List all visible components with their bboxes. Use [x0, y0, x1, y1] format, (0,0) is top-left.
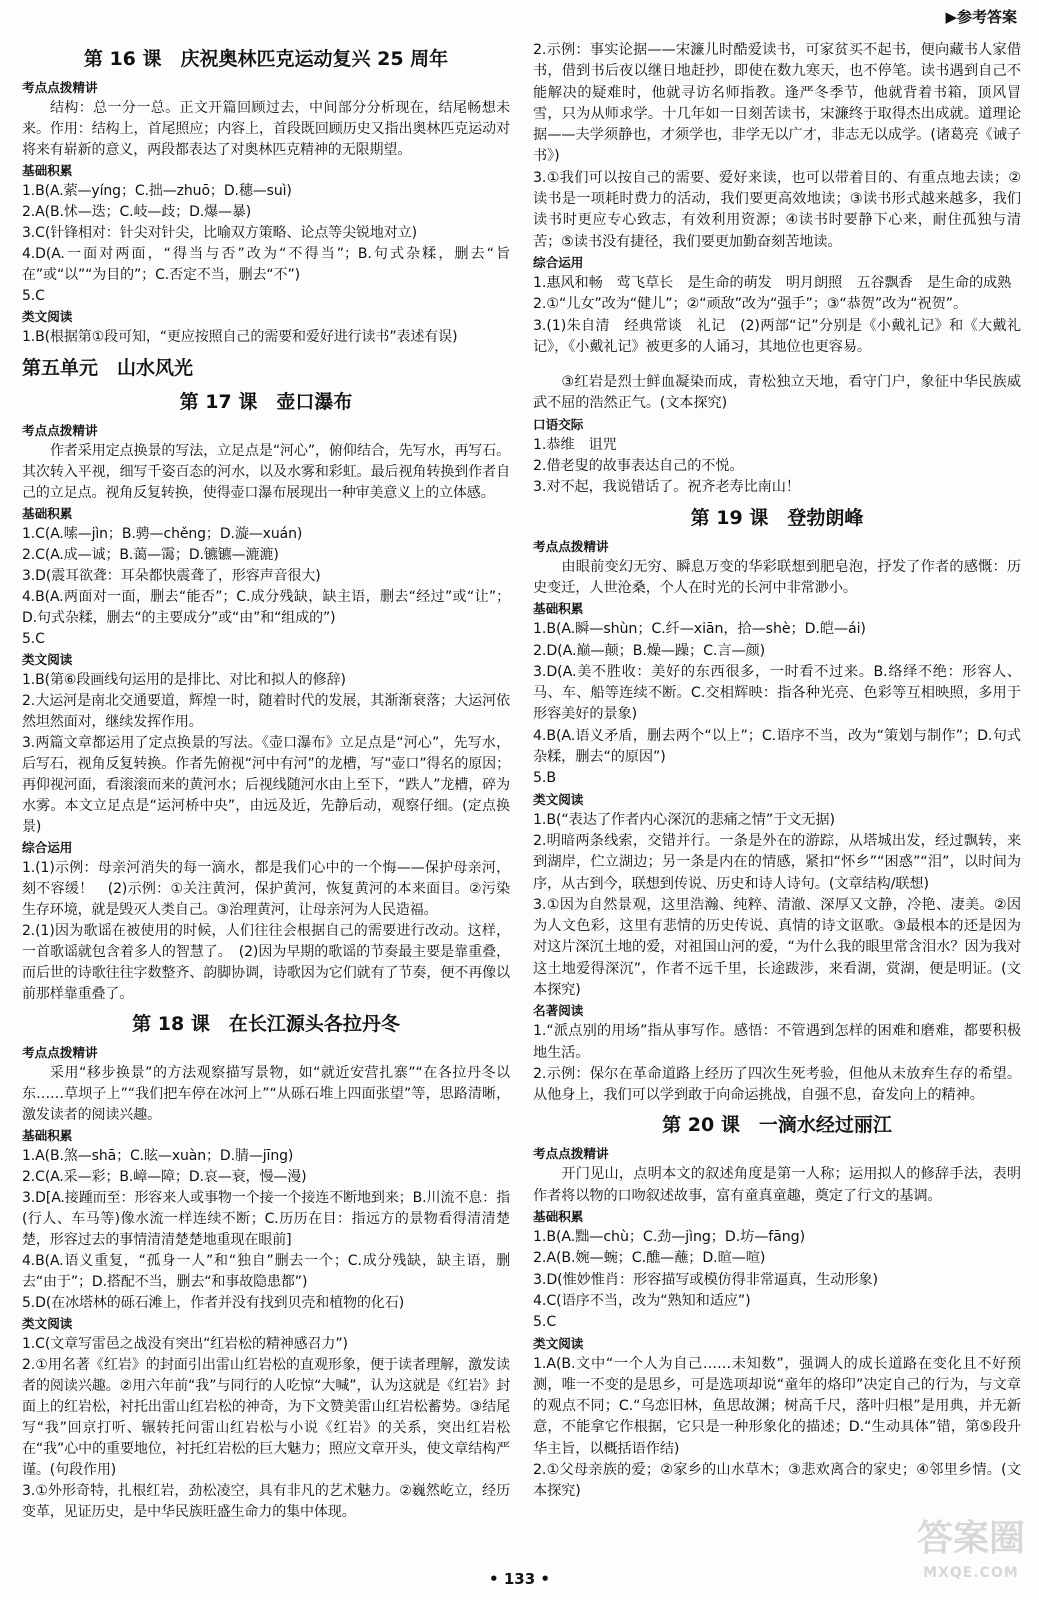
column-gap: [533, 358, 1021, 372]
answer-paragraph: 1.“派点别的用场”指从事写作。感悟：不管遇到怎样的困难和磨难，都要积极地生活。: [533, 1023, 1021, 1061]
answer-paragraph: 1.A(B.煞—shā；C.眩—xuàn；D.腈—jīng): [22, 1148, 294, 1164]
lesson-title: 第 19 课 登勃朗峰: [690, 506, 864, 529]
answer-paragraph: 1.A(B.文中“一个人为自己……未知数”，强调人的成长道路在变化且不好预测，唯一不变的是思乡，可是选项却说“童年的烙印”决定自己的行为，与文章的观点不同；C.“乌恋旧林，鱼思故渊；树高千尺，落叶归根”是用典，并无新意，不能拿它作根据，它只是一种形象化的描述；D.“生动具体”错，第⑤段升华主旨，以概括语作结): [533, 1355, 1021, 1457]
play-arrow-icon: ▶: [945, 8, 957, 26]
section-heading: 基础积累: [22, 506, 73, 521]
answer-paragraph: 3.D(A.美不胜收：美好的东西很多，一时看不过来。B.络绎不绝：形容人、马、车、船等连续不断。C.交相辉映：指各种光亮、色彩等互相映照，多用于形容美好的景象): [533, 663, 1021, 723]
section-heading: 名著阅读: [533, 1003, 584, 1019]
header-reference-answers: [945, 6, 1017, 27]
answer-paragraph: 5.C: [22, 288, 45, 304]
answer-paragraph-indented: ③红岩是烈士鲜血凝染而成，青松独立天地，看守门户，象征中华民族威武不屈的浩然正气。(文本探究): [533, 374, 1021, 412]
answer-paragraph: 5.D(在冰塔林的砾石滩上，作者并没有找到贝壳和植物的化石): [22, 1295, 405, 1311]
header-label: 参考答案: [956, 8, 1017, 26]
answer-paragraph: 2.借老叟的故事表达自己的不悦。: [533, 458, 744, 475]
section-heading: 考点点拨精讲: [533, 1146, 609, 1162]
section-heading: 口语交际: [533, 416, 584, 432]
lesson-title: 第 16 课 庆祝奥林匹克运动复兴 25 周年: [83, 48, 449, 70]
section-heading: 考点点拨精讲: [533, 538, 609, 554]
answer-paragraph: 3.D(惟妙惟肖：形容描写或模仿得非常逼真，生动形象): [533, 1271, 878, 1288]
answer-paragraph: 1.B(A.黜—chù；C.劲—jìng；D.坊—fāng): [533, 1229, 806, 1246]
answer-paragraph: 2.A(B.怵—迭；C.岐—歧；D.爆—暴): [22, 204, 252, 220]
answer-paragraph: 2.大运河是南北交通要道，辉煌一时，随着时代的发展，其渐渐衰落；大运河依然坦然面对，继续发挥作用。: [22, 693, 510, 730]
answer-paragraph: 1.B(A.瞬—shùn；C.纤—xiān，拾—shè；D.皑—ái): [533, 621, 866, 638]
answer-paragraph: 2.A(B.婉—蜿；C.醮—蘸；D.暄—喧): [533, 1250, 766, 1267]
section-heading: 类文阅读: [533, 791, 584, 807]
lesson-title: 第 17 课 壶口瀑布: [179, 391, 353, 413]
answer-paragraph: 3.对不起，我说错话了。祝齐老寿比南山！: [533, 479, 800, 496]
answer-paragraph: 3.①我们可以按自己的需要、爱好来读，也可以带着目的、有重点地去读；②读书是一项耗时费力的活动，我们要更高效地读；③读书形式越来越多，我们读书时更应专心致志，有效利用资源；④读书时要静下心来，耐住孤独与清苦；⑤读书没有捷径，我们要更加勤奋刻苦地读。: [533, 169, 1021, 250]
answer-paragraph: 1.C(文章写雷邑之战没有突出“红岩松的精神感召力”): [22, 1336, 348, 1352]
section-heading: 类文阅读: [533, 1335, 584, 1351]
section-heading: 考点点拨精讲: [22, 423, 98, 438]
section-heading: 类文阅读: [22, 1316, 73, 1331]
answer-paragraph: 3.D(震耳欲聋：耳朵都快震聋了，形容声音很大): [22, 568, 321, 584]
answer-paragraph: 3.C(针锋相对：针尖对针尖，比喻双方策略、论点等尖锐地对立): [22, 225, 417, 241]
answer-paragraph-indented: 结构：总一分一总。正文开篇回顾过去，中间部分分析现在，结尾畅想未来。作用：结构上，首尾照应；内容上，首段既回顾历史又指出奥林匹克运动对将来有崭新的意义，两段都表达了对奥林匹克精神的无限期望。: [22, 100, 510, 158]
answer-paragraph: 3.①因为自然景观，这里浩瀚、纯粹、清澈、深厚又文静，冷艳、凄美。②因为人文色彩，这里有悲情的历史传说、真情的诗文讴歌。③最根本的还是因为对这片深沉土地的爱，对祖国山河的爱，“为什么我的眼里常含泪水？因为我对这土地爱得深沉”，作者不远千里，长途跋涉，来看湖，赏湖，便是明证。(文本探究): [533, 896, 1021, 998]
answer-paragraph: 2.示例：保尔在革命道路上经历了四次生死考验，但他从未放弃生存的希望。从他身上，我们可以学到敢于向命运挑战，自强不息，奋发向上的精神。: [533, 1065, 1021, 1104]
answer-paragraph: 1.B(第⑥段画线句运用的是排比、对比和拟人的修辞): [22, 672, 346, 688]
lesson-title: 第 20 课 一滴水经过丽江: [662, 1114, 892, 1137]
answer-paragraph: 1.B(A.萦—yíng；C.拙—zhuō；D.穗—suì): [22, 183, 292, 199]
answer-paragraph: 3.①外形奇特，扎根红岩，劲松凌空，具有非凡的艺术魅力。②巍然屹立，经历变革，见证历史，是中华民族旺盛生命力的集中体现。: [22, 1483, 510, 1520]
answer-paragraph: 4.B(A.两面对一面，删去“能否”；C.成分残缺，缺主语，删去“经过”或“让”；D.句式杂糅，删去“的主要成分”或“由”和“组成的”): [22, 589, 510, 626]
answer-paragraph: 1.B(“表达了作者内心深沉的悲痛之情”于文无据): [533, 811, 835, 828]
left-column: [22, 40, 510, 1523]
section-heading: 类文阅读: [22, 652, 73, 667]
watermark-text: 答案圈: [916, 1518, 1025, 1559]
answer-paragraph: 2.①父母亲族的爱；②家乡的山水草木；③悲欢离合的家史；④邻里乡情。(文本探究): [533, 1462, 1021, 1500]
answer-paragraph: 5.B: [533, 770, 556, 787]
answer-paragraph: 2.示例：事实论据——宋濂儿时酷爱读书，可家贫买不起书，便向藏书人家借书，借到书后夜以继日地赶抄，即使在数九寒天，也不停笔。读书遇到自己不能解决的疑难时，他就寻访名师指教。逢严冬季节，他就背着书箱，顶风冒雪，只为从师求学。十几年如一日刻苦读书，宋濂终于取得杰出成就。道理论据——夫学须静也，才须学也，非学无以广才，非志无以成学。(诸葛亮《诫子书》): [533, 42, 1021, 165]
watermark-url: MXQE.COM: [923, 1565, 1019, 1581]
section-heading: 综合运用: [533, 254, 584, 270]
section-heading: 基础积累: [22, 1128, 73, 1143]
answer-paragraph: 5.C: [533, 1314, 557, 1331]
answer-paragraph: 1.C(A.嗦—jìn；B.骋—chěng；D.漩—xuán): [22, 526, 303, 542]
section-heading: 考点点拨精讲: [22, 1045, 98, 1060]
lesson-title: 第 18 课 在长江源头各拉丹冬: [132, 1013, 400, 1035]
answer-paragraph-indented: 开门见山，点明本文的叙述角度是第一人称；运用拟人的修辞手法，表明作者将以物的口吻叙述故事，富有童真童趣，奠定了行文的基调。: [533, 1166, 1021, 1204]
answer-paragraph: 2.明暗两条线索，交错并行。一条是外在的游踪，从塔城出发，经过飘转，来到湖岸，伫立湖边；另一条是内在的情感，紧扣“怀乡”“困惑”“泪”，以时间为序，从古到今，联想到传说、历史和诗人诗句。(文章结构/联想): [533, 832, 1021, 892]
answer-paragraph: 4.B(A.语义矛盾，删去两个“以上”；C.语序不当，改为“策划与制作”；D.句式杂糅，删去“的原因”): [533, 727, 1021, 766]
answer-paragraph: 2.D(A.巅—颠；B.燥—躁；C.言—颜): [533, 642, 766, 659]
watermark-logo: [916, 1518, 1025, 1590]
answer-paragraph: 2.①“儿女”改为“健儿”；②“顽敌”改为“强手”；③“恭贺”改为“祝贺”。: [533, 296, 968, 313]
section-heading: 考点点拨精讲: [22, 80, 98, 95]
answer-paragraph-indented: 作者采用定点换景的写法，立足点是“河心”，俯仰结合，先写水，再写石。其次转入平视，细写千姿百态的河水，以及水雾和彩虹。最后视角转换到作者自己的立足点。视角反复转换，使得壶口瀑布展现出一种审美意义上的立体感。: [22, 443, 510, 501]
answer-paragraph: 5.C: [22, 631, 45, 647]
unit-title: 第五单元 山水风光: [22, 357, 194, 379]
answer-paragraph: 1.惠风和畅 莺飞草长 是生命的萌发 明月朗照 五谷飘香 是生命的成熟: [533, 274, 1012, 291]
answer-paragraph: 4.B(A.语义重复，“孤身一人”和“独自”删去一个；C.成分残缺，缺主语，删去“由于”；D.搭配不当，删去“和事故隐患都”): [22, 1253, 510, 1290]
right-column: [533, 40, 1021, 1503]
answer-paragraph: 2.C(A.成—诚；B.蔼—霭；D.镳镳—漉漉): [22, 547, 279, 563]
answer-paragraph-indented: 由眼前变幻无穷、瞬息万变的华彩联想到肥皂泡，抒发了作者的感慨：历史变迁，人世沧桑，个人在时光的长河中非常渺小。: [533, 558, 1021, 596]
section-heading: 基础积累: [533, 1209, 584, 1225]
section-heading: 基础积累: [22, 163, 73, 178]
answer-paragraph: 4.C(语序不当，改为“熟知和适应”): [533, 1292, 751, 1309]
answer-paragraph: 4.D(A.一面对两面，“得当与否”改为“不得当”；B.句式杂糅，删去“旨在”或“以”“为目的”；C.否定不当，删去“不”): [22, 246, 510, 283]
answer-paragraph: 1.(1)示例：母亲河消失的每一滴水，都是我们心中的一个悔——保护母亲河，刻不容缓！ (2)示例：①关注黄河，保护黄河，恢复黄河的本来面目。②污染生存环境，就是毁灭人类自己。③治理黄河，让母亲河为人民造福。: [22, 860, 510, 918]
section-heading: 综合运用: [22, 840, 73, 855]
answer-paragraph: 1.B(根据第①段可知，“更应按照自己的需要和爱好进行读书”表述有误): [22, 329, 458, 345]
answer-paragraph: 3.两篇文章都运用了定点换景的写法。《壶口瀑布》立足点是“河心”，先写水，后写石，视角反复转换。作者先俯视“河中有河”的龙槽，写“壶口”得名的原因；再仰视河面，看滚滚而来的黄河水；后视线随河水由上至下，“跌人”龙槽，碎为水雾。本文立足点是“运河桥中央”，由远及近，先静后动，观察仔细。(定点换景): [22, 735, 510, 835]
answer-paragraph: 1.恭维 诅咒: [533, 436, 617, 453]
section-heading: 类文阅读: [22, 309, 73, 324]
answer-paragraph: 2.C(A.采—彩；B.嶂—障；D.哀—衰，慢—漫): [22, 1169, 307, 1185]
section-heading: 基础积累: [533, 601, 584, 617]
answer-paragraph: 2.(1)因为歌谣在被使用的时候，人们往往会根据自己的需要进行改动。这样，一首歌谣就包含着多人的智慧了。 (2)因为早期的歌谣的节奏最主要是靠重叠，而后世的诗歌往往字数整齐、韵脚协调，诗歌因为它们就有了节奏，便不再像以前那样靠重叠了。: [22, 923, 510, 1002]
answer-paragraph-indented: 采用“移步换景”的方法观察描写景物，如“就近安营扎寨”“在各拉丹冬以东……草坝子上”“我们把车停在冰河上”“从砾石堆上四面张望”等，思路清晰，激发读者的阅读兴趣。: [22, 1065, 510, 1123]
page-number: • 133 •: [489, 1570, 550, 1588]
answer-paragraph: 3.(1)朱自清 经典常谈 礼记 (2)两部“记”分别是《小戴礼记》和《大戴礼记》，《小戴礼记》被更多的人诵习，其地位也更容易。: [533, 317, 1021, 355]
answer-paragraph: 2.①用名著《红岩》的封面引出雷山红岩松的直观形象，便于读者理解，激发读者的阅读兴趣。②用六年前“我”与同行的人吃惊“大喊”，认为这就是《红岩》封面上的红岩松，衬托出雷山红岩松的神奇，为下文赞美雷山红岩松蓄势。③结尾写“我”回京打听、辗转托问雷山红岩松与小说《红岩》的关系，突出红岩松在“我”心中的重要地位，衬托红岩松的巨大魅力；照应文章开头，使文章结构严谨。(句段作用): [22, 1357, 510, 1478]
answer-paragraph: 3.D[A.接踵而至：形容来人或事物一个接一个接连不断地到来；B.川流不息：指(行人、车马等)像水流一样连续不断；C.历历在目：指远方的景物看得清清楚楚，形容过去的事情清清楚楚地重现在眼前]: [22, 1190, 510, 1248]
